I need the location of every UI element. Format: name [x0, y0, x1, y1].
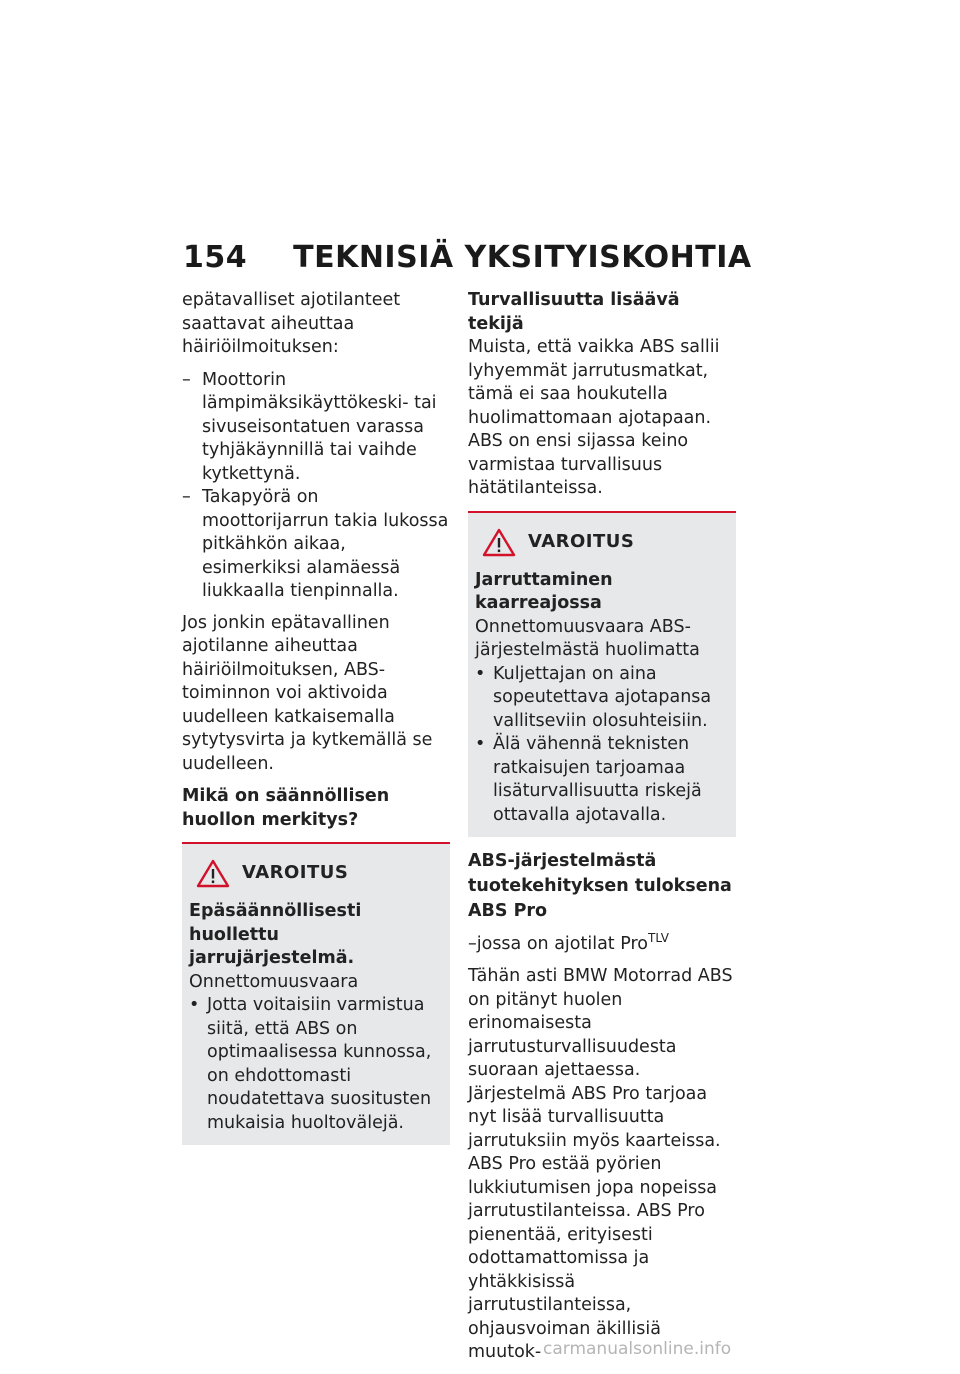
warning-box — [468, 511, 736, 838]
warning-bold-text: Jarruttaminen kaarreajossa — [475, 569, 613, 613]
warning-text: Onnettomuusvaara — [189, 971, 359, 992]
warning-box — [182, 842, 450, 1145]
dash-list — [182, 369, 450, 604]
section-heading: Mikä on säännöllisen huollon merkitys? — [182, 786, 390, 830]
page-title: TEKNISIÄ YKSITYISKOHTIA — [293, 240, 752, 275]
intro-text: epätavalliset ajotilanteet saattavat aiheuttaa häiriöilmoituksen: — [182, 290, 401, 357]
warning-header — [478, 527, 729, 557]
section-heading: Turvallisuutta lisäävä tekijä — [468, 290, 680, 334]
abs-pro-subtext — [468, 927, 736, 956]
left-column — [182, 289, 450, 1153]
body-paragraph: Jos jonkin epätavallinen ajotilanne aiheuttaa häiriöilmoituksen, ABS-toiminnon voi aktivoida uudelleen katkaisemalla sytytysvirta ja kytkemällä se uudelleen. — [182, 612, 433, 774]
subtext-sup: TLV — [648, 931, 669, 945]
warning-text: Onnettomuusvaara ABS-järjestelmästä huolimatta — [475, 616, 700, 660]
warning-header — [192, 858, 443, 888]
body-paragraph: Muista, että vaikka ABS sallii lyhyemmät jarrutusmatkat, tämä ei saa houkutella huolimattomaan ajotapaan. ABS on ensi sijassa keino varmistaa turvallisuus hätätilanteissa. — [468, 337, 720, 498]
abs-pro-heading: ABS-järjestelmästä tuotekehityksen tuloksena ABS Pro — [468, 851, 732, 921]
right-column — [468, 289, 736, 1374]
warning-bullet: • Älä vähennä teknisten ratkaisujen tarjoamaa lisäturvallisuutta riskejä ottavalla ajotavalla. — [475, 733, 729, 827]
warning-bullet: • Jotta voitaisiin varmistua siitä, että ABS on optimaalisessa kunnossa, on ehdottomasti noudatettava suositusten mukaisia huoltovälejä. — [189, 994, 443, 1135]
warning-triangle-icon — [196, 858, 230, 888]
warning-bullet: • Kuljettajan on aina sopeutettava ajotapansa vallitseviin olosuhteisiin. — [475, 663, 729, 734]
warning-bold-text: Epäsäännöllisesti huollettu jarrujärjestelmä. — [189, 901, 362, 968]
warning-bullets — [189, 994, 443, 1135]
page-number: 154 — [183, 240, 248, 275]
watermark: carmanualsonline.info — [543, 1339, 732, 1359]
warning-label: VAROITUS — [242, 862, 349, 884]
subtext-main: –jossa on ajotilat Pro — [468, 933, 648, 954]
dash-item: – Moottorin lämpimäksikäyttökeski- tai sivuseisontatuen varassa tyhjäkäynnillä tai vaihde kytkettynä. — [182, 369, 450, 487]
warning-bullets — [475, 663, 729, 828]
body-paragraph: Tähän asti BMW Motorrad ABS on pitänyt huolen erinomaisesta jarrutusturvallisuudesta suoraan ajettaessa. Järjestelmä ABS Pro tarjoaa nyt lisää turvallisuutta jarrutuksiin myös kaarteissa. ABS Pro estää pyörien lukkiutumisen jopa nopeissa jarrutustilanteissa. ABS Pro pienentää, erityisesti odottamattomissa ja yhtäkkisissä jarrutustilanteissa, ohjausvoiman äkillisiä muutok- — [468, 966, 733, 1363]
dash-item: – Takapyörä on moottorijarrun takia lukossa pitkähkön aikaa, esimerkiksi alamäessä liukkaalla tienpinnalla. — [182, 486, 450, 604]
warning-label: VAROITUS — [528, 530, 635, 552]
page-header — [183, 240, 752, 275]
warning-triangle-icon — [482, 527, 516, 557]
